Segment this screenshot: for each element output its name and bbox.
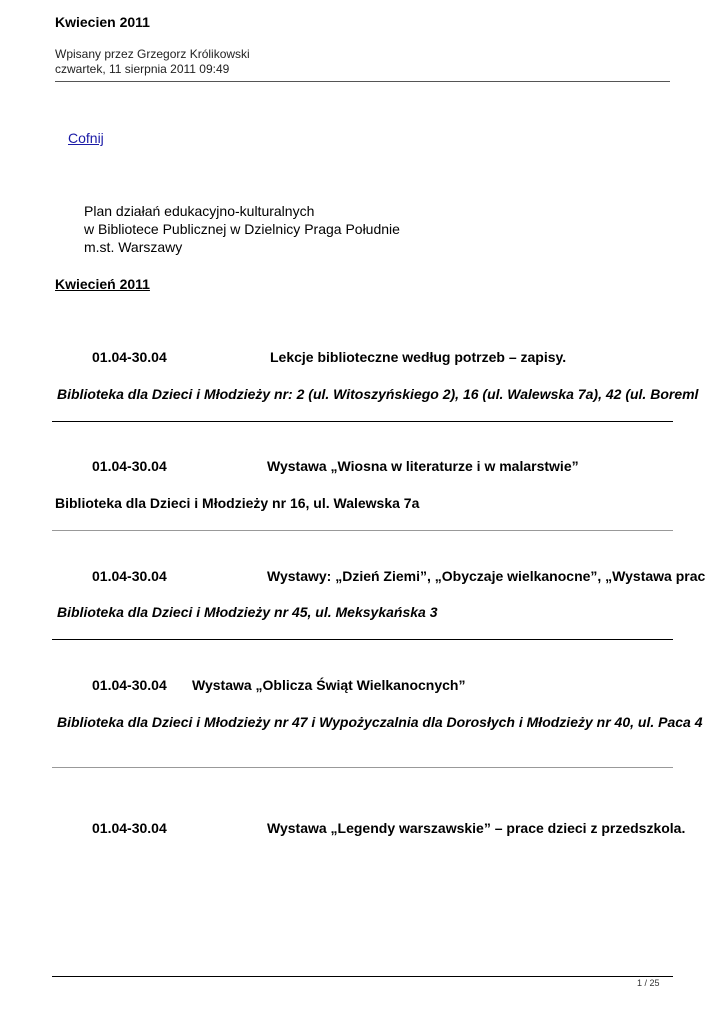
footer-divider [52,976,673,977]
event-location: Biblioteka dla Dzieci i Młodzieży nr 16, ul. Walewska 7a [55,495,420,511]
event-date: 01.04-30.04 [92,677,167,693]
back-link[interactable]: Cofnij [68,130,104,146]
event-location: Biblioteka dla Dzieci i Młodzieży nr 47 i Wypożyczalnia dla Dorosłych i Młodzieży nr 40, ul. Paca 4 [57,714,703,730]
event-title: Wystawa „Oblicza Świąt Wielkanocnych” [192,677,466,693]
month-heading: Kwiecień 2011 [55,276,150,292]
event-date: 01.04-30.04 [92,349,167,365]
event-date: 01.04-30.04 [92,458,167,474]
page-number: 1 / 25 [637,978,660,988]
event-divider [52,421,673,422]
header-divider [55,81,670,82]
event-title: Wystawa „Legendy warszawskie” – prace dzieci z przedszkola. [267,820,686,836]
event-date: 01.04-30.04 [92,820,167,836]
document-title: Kwiecien 2011 [55,14,150,30]
event-date: 01.04-30.04 [92,568,167,584]
event-title: Wystawa „Wiosna w literaturze i w malarstwie” [267,458,579,474]
intro-line-2: w Bibliotece Publicznej w Dzielnicy Praga Południe [84,221,400,237]
event-title: Lekcje biblioteczne według potrzeb – zapisy. [270,349,567,365]
author-line: Wpisany przez Grzegorz Królikowski [55,47,250,61]
event-divider [52,639,673,640]
event-divider [52,767,673,768]
event-location: Biblioteka dla Dzieci i Młodzieży nr 45, ul. Meksykańska 3 [57,604,438,620]
event-title: Wystawy: „Dzień Ziemi”, „Obyczaje wielkanocne”, „Wystawa prac [267,568,706,584]
publish-date: czwartek, 11 sierpnia 2011 09:49 [55,62,230,76]
intro-line-3: m.st. Warszawy [84,239,183,255]
event-divider [52,530,673,531]
event-location: Biblioteka dla Dzieci i Młodzieży nr: 2 (ul. Witoszyńskiego 2), 16 (ul. Walewska 7a), 42 (ul. Boreml [57,386,699,402]
intro-line-1: Plan działań edukacyjno-kulturalnych [84,203,315,219]
